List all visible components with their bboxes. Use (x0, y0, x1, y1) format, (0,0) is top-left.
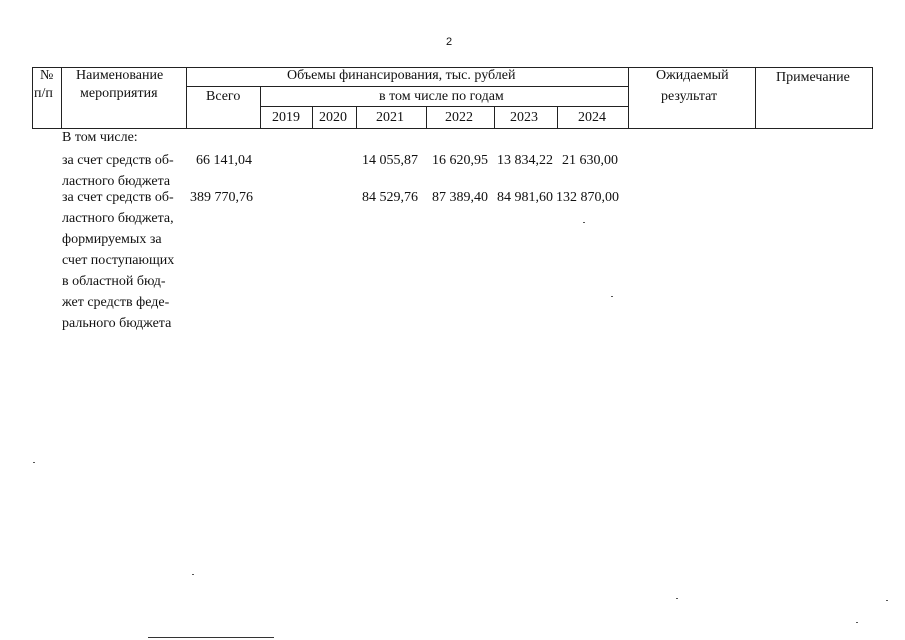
header-num-line1: № (40, 68, 54, 83)
scan-speck (676, 598, 678, 599)
header-year-2024: 2024 (578, 110, 606, 125)
row-2-name-line: жет средств феде- (62, 295, 170, 310)
scan-speck (33, 462, 35, 463)
header-num-line2: п/п (34, 86, 53, 101)
row-1-name (62, 150, 192, 192)
header-year-2023: 2023 (510, 110, 538, 125)
row-2-name-line: в областной бюд- (62, 274, 166, 289)
footer-rule (148, 637, 274, 638)
header-name-line2: мероприятия (80, 86, 158, 101)
scan-speck (583, 222, 585, 223)
row-1-total: 66 141,04 (196, 153, 252, 168)
row-1-name-line: за счет средств об- (62, 153, 174, 168)
header-note: Примечание (776, 70, 850, 85)
row-2-name-line: счет поступающих (62, 253, 175, 268)
row-1-2021: 14 055,87 (362, 153, 418, 168)
scan-speck (192, 574, 194, 575)
row-2-2023: 84 981,60 (497, 190, 553, 205)
row-2-name (62, 187, 192, 334)
row-2-2024: 132 870,00 (556, 190, 619, 205)
row-1-2023: 13 834,22 (497, 153, 553, 168)
header-year-2022: 2022 (445, 110, 473, 125)
header-expected-line2: результат (661, 89, 718, 104)
row-2-name-line: рального бюджета (62, 316, 172, 331)
scan-speck (856, 622, 858, 623)
header-year-2019: 2019 (272, 110, 300, 125)
row-1-2022: 16 620,95 (432, 153, 488, 168)
row-2-name-line: формируемых за (62, 232, 162, 247)
header-total: Всего (206, 89, 241, 104)
header-funding: Объемы финансирования, тыс. рублей (287, 68, 516, 83)
row-1-name-line: ластного бюджета (62, 174, 171, 189)
header-name-line1: Наименование (76, 68, 164, 83)
page-number: 2 (446, 36, 453, 48)
header-by-years: в том числе по годам (379, 89, 504, 104)
row-2-2022: 87 389,40 (432, 190, 488, 205)
row-2-2021: 84 529,76 (362, 190, 418, 205)
row-2-name-line: ластного бюджета, (62, 211, 174, 226)
header-year-2020: 2020 (319, 110, 347, 125)
scan-speck (886, 600, 888, 601)
header-expected-line1: Ожидаемый (656, 68, 729, 83)
header-year-2021: 2021 (376, 110, 404, 125)
row-1-2024: 21 630,00 (562, 153, 618, 168)
row-2-total: 389 770,76 (190, 190, 253, 205)
row-intro-label: В том числе: (62, 130, 138, 145)
row-2-name-line: за счет средств об- (62, 190, 174, 205)
scan-speck (611, 296, 613, 297)
